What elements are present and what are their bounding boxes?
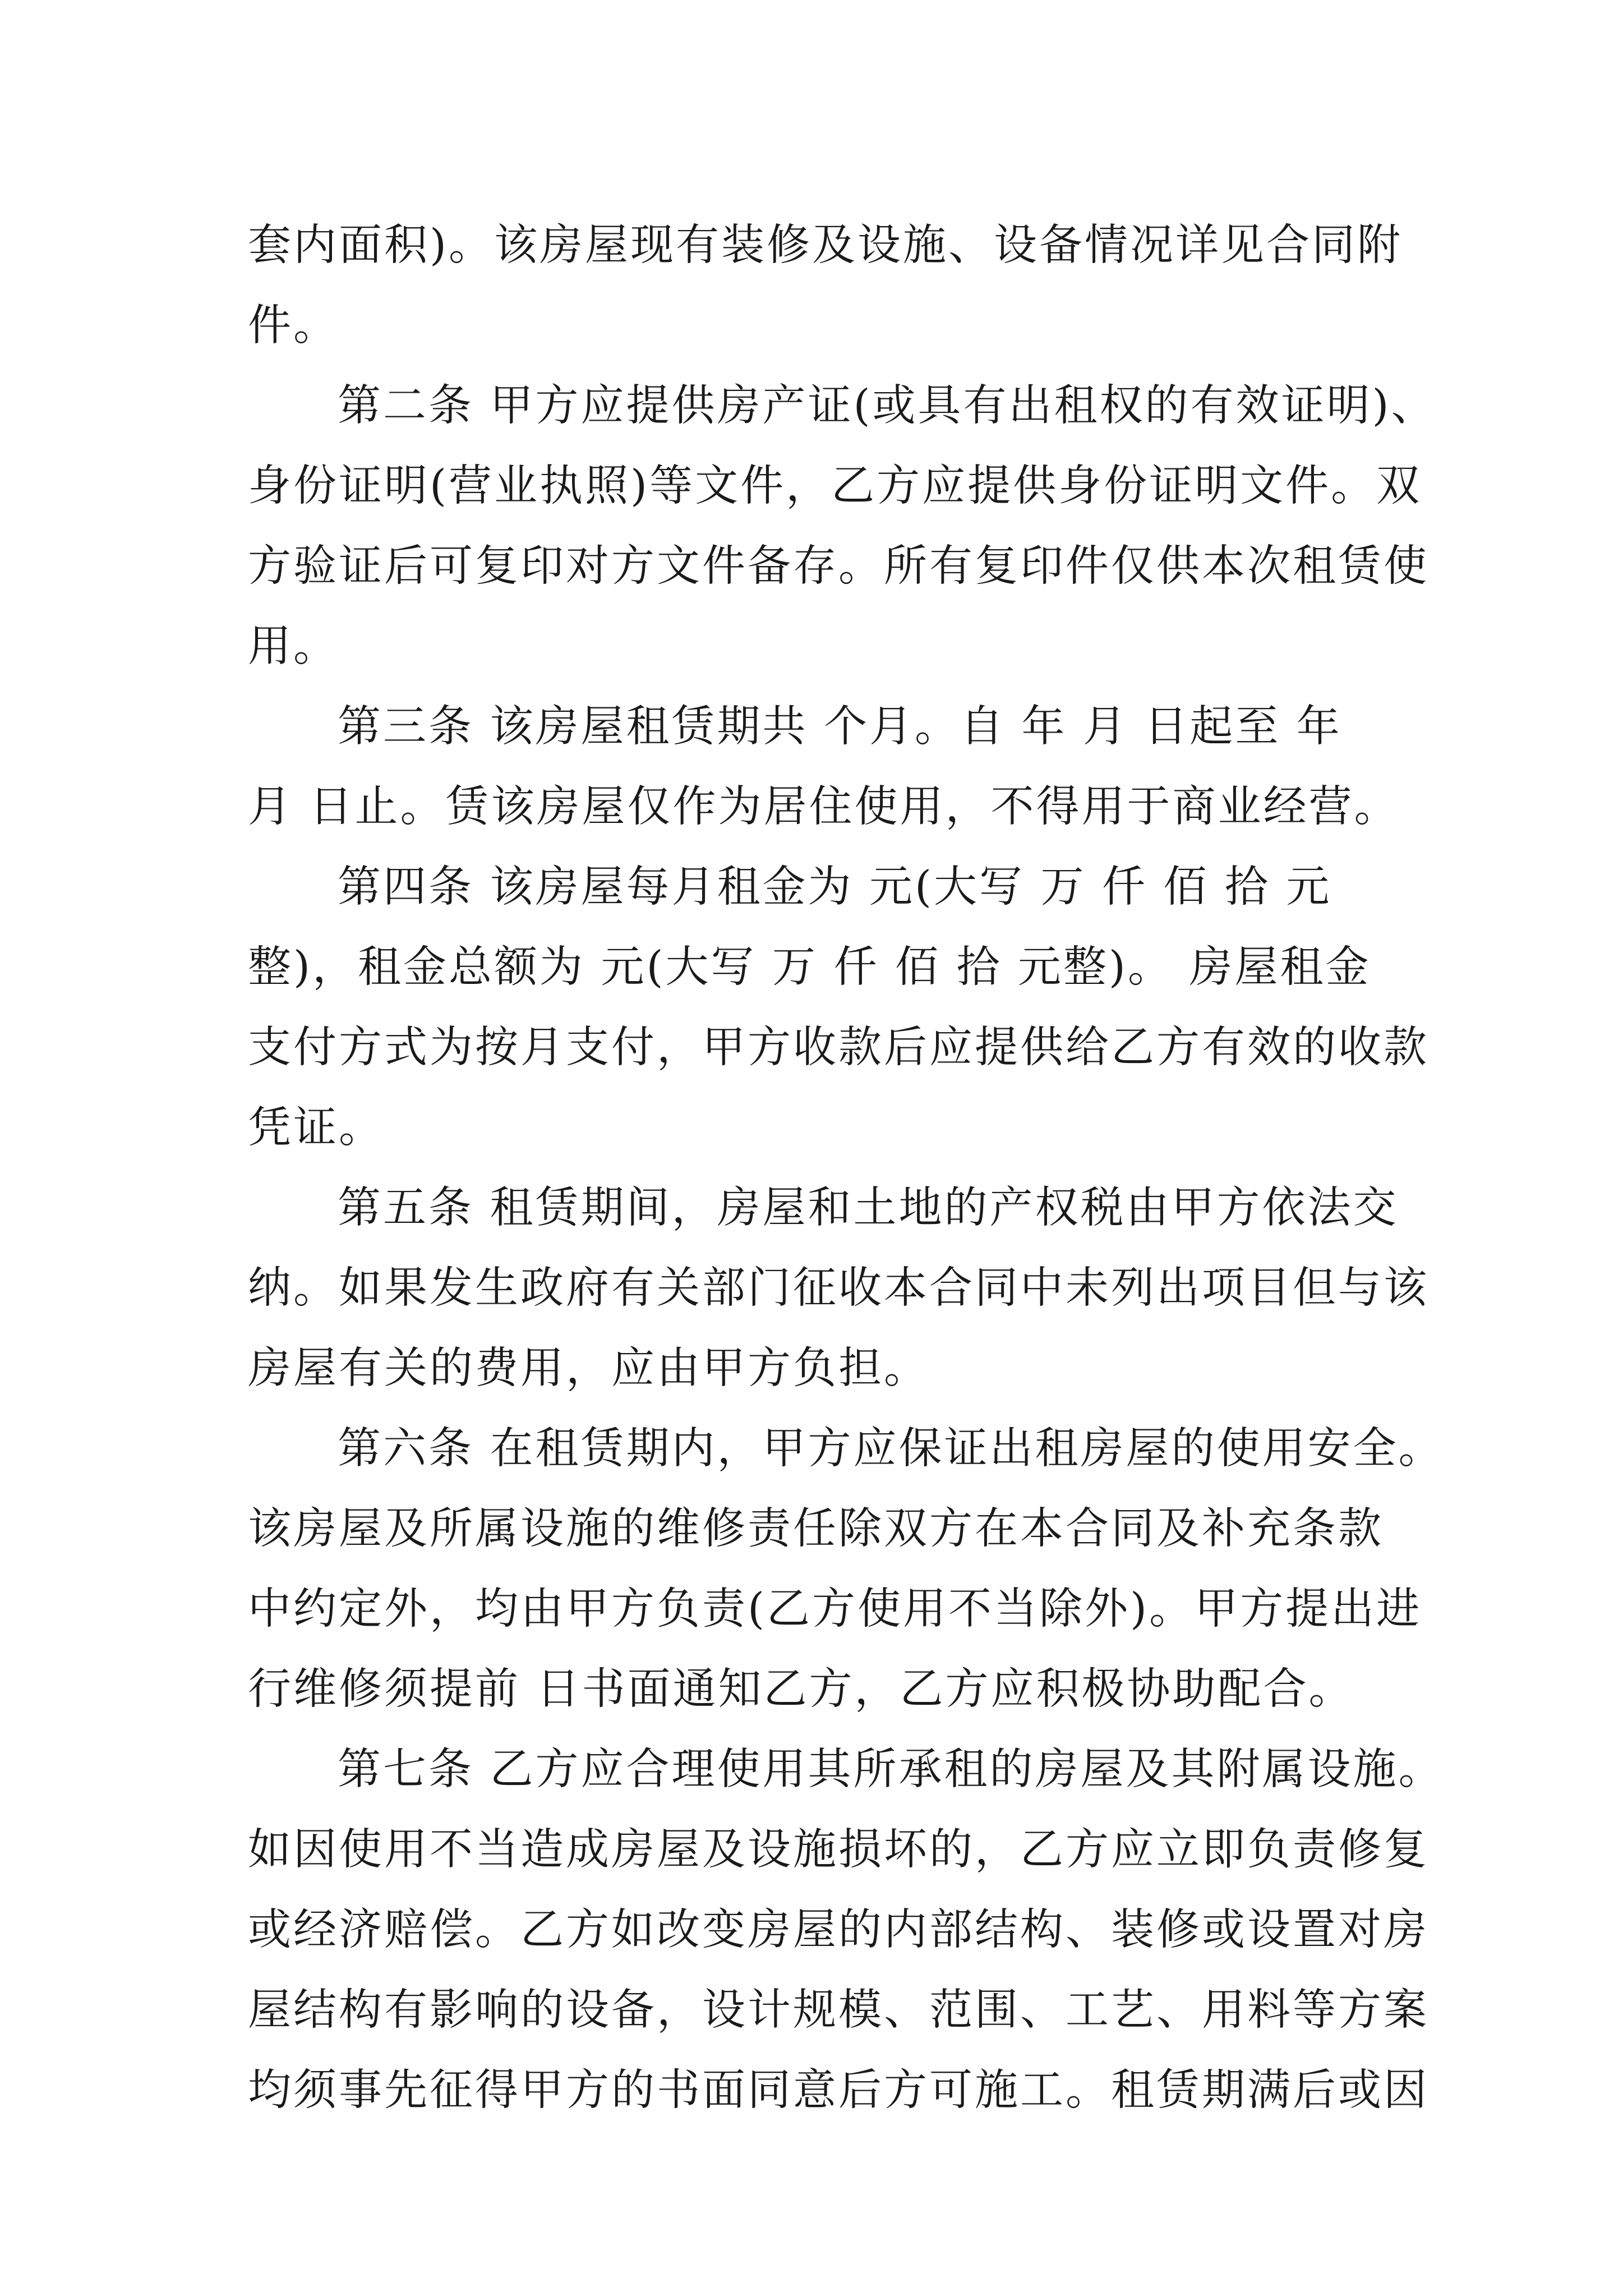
article-6-start: 第六条 在租赁期内，甲方应保证出租房屋的使用安全。: [338, 1424, 1444, 1474]
text-line: 该房屋及所属设施的维修责任除双方在本合同及补充条款: [248, 1504, 1384, 1554]
article-4-start: 第四条 该房屋每月租金为 元(大写 万 仟 佰 拾 元: [338, 862, 1332, 912]
text-line: 房屋有关的费用，应由甲方负担。: [248, 1343, 929, 1393]
text-line: 凭证。: [248, 1103, 384, 1153]
text-line: 中约定外，均由甲方负责(乙方使用不当除外)。甲方提出进: [248, 1584, 1422, 1634]
text-line: 套内面积)。该房屋现有装修及设施、设备情况详见合同附: [248, 220, 1403, 270]
text-line: 方验证后可复印对方文件备存。所有复印件仅供本次租赁使: [248, 541, 1429, 591]
text-line: 身份证明(营业执照)等文件，乙方应提供身份证明文件。双: [248, 461, 1422, 511]
text-line: 如因使用不当造成房屋及设施损坏的，乙方应立即负责修复: [248, 1825, 1429, 1875]
text-line: 均须事先征得甲方的书面同意后方可施工。租赁期满后或因: [248, 2065, 1429, 2115]
text-line: 行维修须提前 日书面通知乙方，乙方应积极协助配合。: [248, 1664, 1354, 1714]
article-5-start: 第五条 租赁期间，房屋和土地的产权税由甲方依法交: [338, 1183, 1399, 1233]
text-line: 用。: [248, 622, 339, 671]
text-line: 支付方式为按月支付，甲方收款后应提供给乙方有效的收款: [248, 1023, 1429, 1073]
article-7-start: 第七条 乙方应合理使用其所承租的房屋及其附属设施。: [338, 1745, 1444, 1795]
text-line: 纳。如果发生政府有关部门征收本合同中未列出项目但与该: [248, 1263, 1429, 1313]
article-3-start: 第三条 该房屋租赁期共 个月。自 年 月 日起至 年: [338, 702, 1342, 752]
text-line: 整)，租金总额为 元(大写 万 仟 佰 拾 元整)。 房屋租金: [248, 942, 1371, 992]
text-line: 件。: [248, 301, 339, 351]
contract-body: [248, 205, 1444, 2131]
text-line: 或经济赔偿。乙方如改变房屋的内部结构、装修或设置对房: [248, 1905, 1429, 1955]
text-line: 月 日止。赁该房屋仅作为居住使用，不得用于商业经营。: [248, 782, 1400, 832]
text-line: 屋结构有影响的设备，设计规模、范围、工艺、用料等方案: [248, 1985, 1429, 2035]
article-2-start: 第二条 甲方应提供房产证(或具有出租权的有效证明)、: [338, 381, 1437, 431]
